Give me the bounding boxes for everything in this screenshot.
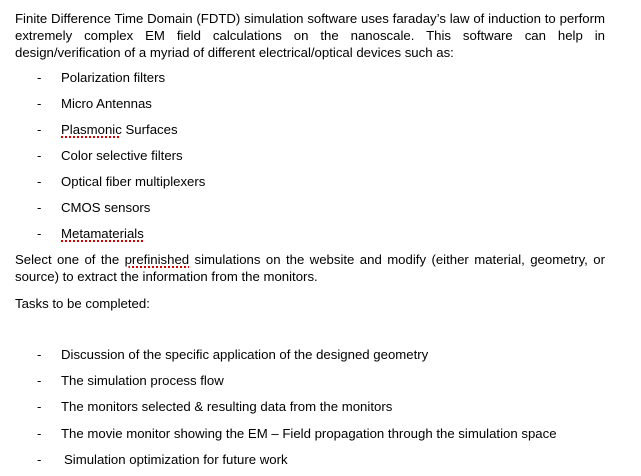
bullet-dash: - [37, 399, 42, 414]
list-item [0, 173, 641, 191]
bullet-dash: - [37, 426, 42, 441]
bullet-dash: - [37, 373, 42, 388]
list-item-text: The monitors selected & resulting data from the monitors [61, 399, 393, 414]
instruction-text-end: simulations on the website and modify (either material, geometry, or source) to extract the information from the monitors. [15, 252, 605, 284]
list-item-text: The simulation process flow [61, 373, 224, 388]
list-item-text [61, 121, 178, 139]
list-item-text: Simulation optimization for future work [64, 452, 288, 467]
list-item [0, 147, 641, 165]
spellcheck-flagged-word: Metamaterials [61, 226, 144, 241]
list-item-text-rest: Surfaces [121, 122, 178, 137]
list-item-text: Polarization filters [61, 70, 166, 85]
bullet-dash: - [37, 174, 42, 189]
list-item-text: Optical fiber multiplexers [61, 174, 206, 189]
bullet-dash: - [37, 148, 42, 163]
list-item-text: Micro Antennas [61, 96, 152, 111]
list-item [0, 372, 641, 390]
list-item [0, 199, 641, 217]
spellcheck-flagged-word: Plasmonic [61, 122, 122, 137]
list-item [0, 425, 641, 443]
instruction-text-start: Select one of the [15, 252, 125, 267]
list-item [0, 225, 641, 243]
list-item-text: The movie monitor showing the EM – Field propagation through the simulation space [61, 426, 557, 441]
list-item [0, 95, 641, 113]
bullet-dash: - [37, 70, 42, 85]
bullet-dash: - [37, 122, 42, 137]
list-item [0, 451, 641, 469]
tasks-heading: Tasks to be completed: [15, 296, 150, 311]
bullet-dash: - [37, 200, 42, 215]
list-item [0, 69, 641, 87]
list-item [0, 121, 641, 139]
list-item-text: Color selective filters [61, 148, 183, 163]
bullet-dash: - [37, 226, 42, 241]
list-item [0, 398, 641, 416]
bullet-dash: - [37, 452, 42, 467]
spellcheck-flagged-word: prefinished [124, 252, 190, 267]
bullet-dash: - [37, 347, 42, 362]
intro-paragraph: Finite Difference Time Domain (FDTD) simulation software uses faraday’s law of induction to perform extremely complex EM field calculations on the nanoscale. This software can help in design/verification of a myriad of different electrical/optical devices such as: [15, 11, 605, 60]
list-item [0, 346, 641, 364]
list-item-text: Discussion of the specific application of the designed geometry [61, 347, 429, 362]
instruction-paragraph [15, 252, 605, 286]
bullet-dash: - [37, 96, 42, 111]
list-item-text: CMOS sensors [61, 200, 151, 215]
